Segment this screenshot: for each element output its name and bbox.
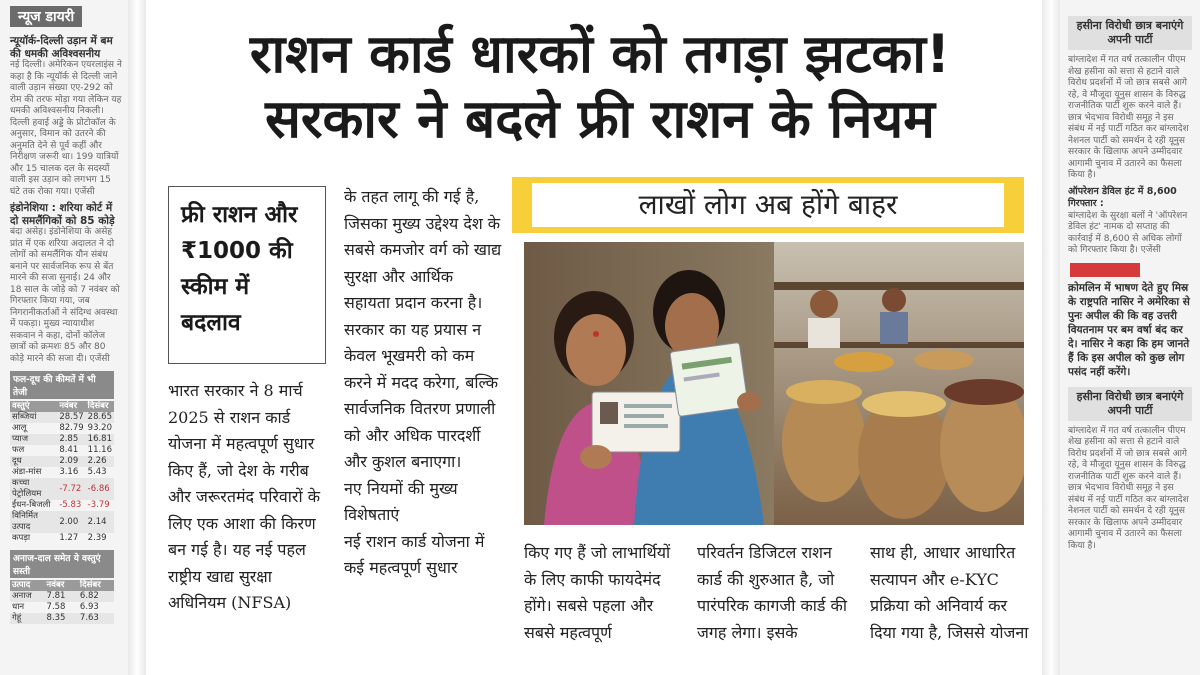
article-col2-text: के तहत लागू की गई है, जिसका मुख्य उद्देश्य देश के सबसे कमजोर वर्ग को खाद्य सुरक्षा और आर्थिक सहायता प्रदान करना है। सरकार का यह प्रयास न केवल भूखमरी को कम करने में मदद करेगा, बल्कि सार्वजनिक वितरण प्रणाली को और अधिक पारदर्शी और कुशल बनाएगा।: [344, 187, 502, 471]
table-row: अंडा-मांस 3.16 5.43: [12, 467, 107, 477]
price-table2-header: उत्पाद नवंबर दिसंबर: [10, 580, 114, 591]
left-story2-body: बंदा असेह। इंडोनेशिया के असेह प्रांत में एक शरिया अदालत ने दो लोगों को समलैंगिक यौन संबंध बनाने पर सार्वजनिक रूप से बेंत मारने की सजा सुनाई। 24 और 18 साल के जोड़े को 7 नवंबर को गिरफ्तार किया गया, जब निगरानीकर्ताओं ने संदिग्ध अवस्था में पकड़ा। मुख्य न्यायाधीश सकवान ने कहा, दोनों कॉलेज छात्रों को क्रमशः 85 और 80 कोड़े मारने की सजा दी। एजेंसी: [10, 227, 120, 364]
headline-line1: राशन कार्ड धारकों को तगड़ा झटका!: [249, 24, 951, 85]
table-row: अनाज 7.81 6.82: [10, 591, 114, 602]
ration-card-market-photo-icon: [524, 242, 1024, 525]
table-row: ईंधन-बिजली -5.83 -3.79: [12, 500, 110, 510]
photo-illustration: [524, 242, 1024, 525]
left-news-sidebar: [0, 0, 128, 675]
highlight-banner: [512, 177, 1024, 233]
price-table2: [10, 580, 114, 624]
table-row: सब्जियां 28.57 28.65: [12, 412, 112, 422]
left-story2-headline: इंडोनेशिया : शरिया कोर्ट में दो समलैंगिकों को 85 कोड़े: [10, 202, 115, 227]
table-row: विनिर्मित उत्पाद 2.00 2.14: [10, 511, 114, 533]
right-box2-headline: हसीना विरोधी छात्र बनाएंगे अपनी पार्टी: [1068, 387, 1192, 421]
table-row: आलू 82.79 93.20: [12, 423, 112, 433]
article-column-5: साथ ही, आधार आधारित सत्यापन और e-KYC प्रक्रिया को अनिवार्य कर दिया गया है, जिससे योजना: [870, 543, 1029, 642]
left-story1-body: नई दिल्ली। अमेरिकन एयरलाइंस ने कहा है कि न्यूयॉर्क से दिल्ली जाने वाली उड़ान संख्या एए-292 को रोम की तरफ मोड़ा गया लेकिन यह धमकी अविश्वसनीय निकली। दिल्ली हवाई अड्डे के प्रोटोकॉल के अनुसार, विमान को उतरने की अनुमति देने से पूर्व कहीं और निरीक्षण जरूरी था। 199 यात्रियों और 15 चालक दल के सदस्यों वाली इस उड़ान को लगभग 15 घंटे तक रोका गया। एजेंसी: [10, 60, 122, 197]
table-row: गेहूं 8.35 7.63: [10, 613, 114, 624]
table-row: धान 7.58 6.93: [12, 602, 99, 612]
news-diary-badge: न्यूज डायरी: [10, 6, 82, 27]
headline-line2: सरकार ने बदले फ्री राशन के नियम: [265, 89, 935, 150]
table-row: कच्चा पेट्रोलियम -7.72 -6.86: [10, 478, 114, 500]
article-column-3: किए गए हैं जो लाभार्थियों के लिए काफी फायदेमंद होंगे। सबसे पहला और सबसे महत्वपूर्ण: [524, 543, 671, 642]
price-table2-title: अनाज-दाल समेत ये वस्तुएं सस्ती: [10, 550, 114, 578]
price-table1-header: वस्तुएं नवंबर दिसंबर: [10, 401, 114, 412]
table-row: कपड़ा 1.27 2.39: [12, 533, 107, 543]
subheadline-box: फ्री राशन और ₹1000 की स्कीम में बदलाव: [168, 186, 326, 364]
banner-text: लाखों लोग अब होंगे बाहर: [532, 183, 1004, 227]
table-row: फल 8.41 11.16: [12, 445, 112, 455]
right-news-sidebar: [1060, 0, 1200, 675]
right-story2-headline: ऑपरेशन डेविल हंट में 8,600 गिरफ्तार :: [1068, 185, 1177, 209]
right-story1-body: बांग्लादेश में गत वर्ष तत्कालीन पीएम शेख हसीना को सत्ता से हटाने वाले विरोध प्रदर्शनों में जो छात्र सबसे आगे रहे, वे मौजूदा यूनुस शासन के विरुद्ध राजनीतिक पार्टी शुरू करने वाले हैं। छात्र भेदभाव विरोधी समूह ने इस संबंध में नई पार्टी गठित कर बांग्लादेश नेशनल पार्टी को समर्थन दे रही यूनुस सरकार के खिलाफ अपने उम्मीदवार आगामी चुनाव में उतारने का फैसला किया है।: [1068, 55, 1189, 180]
page-fold-left: [128, 0, 146, 675]
article-column-4: परिवर्तन डिजिटल राशन कार्ड की शुरुआत है, जो पारंपरिक कागजी कार्ड की जगह लेगा। इसके: [697, 543, 847, 642]
right-story3-body: बांग्लादेश में गत वर्ष तत्कालीन पीएम शेख हसीना को सत्ता से हटाने वाले विरोध प्रदर्शनों में जो छात्र सबसे आगे रहे, वे मौजूदा यूनुस शासन के विरुद्ध राजनीतिक पार्टी शुरू करने वाले हैं। छात्र भेदभाव विरोधी समूह ने इस संबंध में नई पार्टी गठित कर बांग्लादेश नेशनल पार्टी को समर्थन दे रही यूनुस सरकार के खिलाफ अपने उम्मीदवार आगामी चुनाव में उतारने का फैसला किया है।: [1068, 425, 1189, 551]
right-story2-body: बांग्लादेश के सुरक्षा बलों ने 'ऑपरेशन डेविल हंट' नामक दो सप्ताह की कार्रवाई में 8,600 से अधिक लोगों को गिरफ्तार किया है। एजेंसी: [1068, 210, 1188, 255]
right-box1-headline: हसीना विरोधी छात्र बनाएंगे अपनी पार्टी: [1068, 16, 1192, 50]
main-headline: [150, 22, 1050, 152]
price-table1: [10, 401, 114, 544]
section-heading: नए नियमों की मुख्य विशेषताएं: [344, 478, 458, 524]
left-story1-headline: न्यूयॉर्क-दिल्ली उड़ान में बम की धमकी अविश्वसनीय: [10, 35, 113, 60]
article-column-2: [344, 184, 504, 582]
right-quote: क्रोमलिन में भाषण देते हुए मिस्र के राष्ट्रपति नासिर ने अमेरिका से पुनः अपील की कि वह उत्तरी वियतनाम पर बम वर्षा बंद कर दे। नासिर ने कहा कि हम जानते हैं कि इस अपील को कुछ लोग पसंद नहीं करेंगे।: [1068, 281, 1190, 378]
article-col2-tail: नई राशन कार्ड योजना में कई महत्वपूर्ण सुधार: [344, 531, 485, 577]
red-accent-strip: [1070, 263, 1140, 277]
table-row: प्याज 2.85 16.81: [12, 434, 112, 444]
price-table1-title: फल-दूध की कीमतें में भी तेजी: [10, 371, 114, 399]
article-column-1: भारत सरकार ने 8 मार्च 2025 से राशन कार्ड योजना में महत्वपूर्ण सुधार किए हैं, जो देश के गरीब और जरूरतमंद परिवारों के लिए एक आशा की किरण बन गई है। यह नई पहल राष्ट्रीय खाद्य सुरक्षा अधिनियम (NFSA): [168, 381, 320, 612]
table-row: दूध 2.09 2.26: [10, 456, 114, 467]
